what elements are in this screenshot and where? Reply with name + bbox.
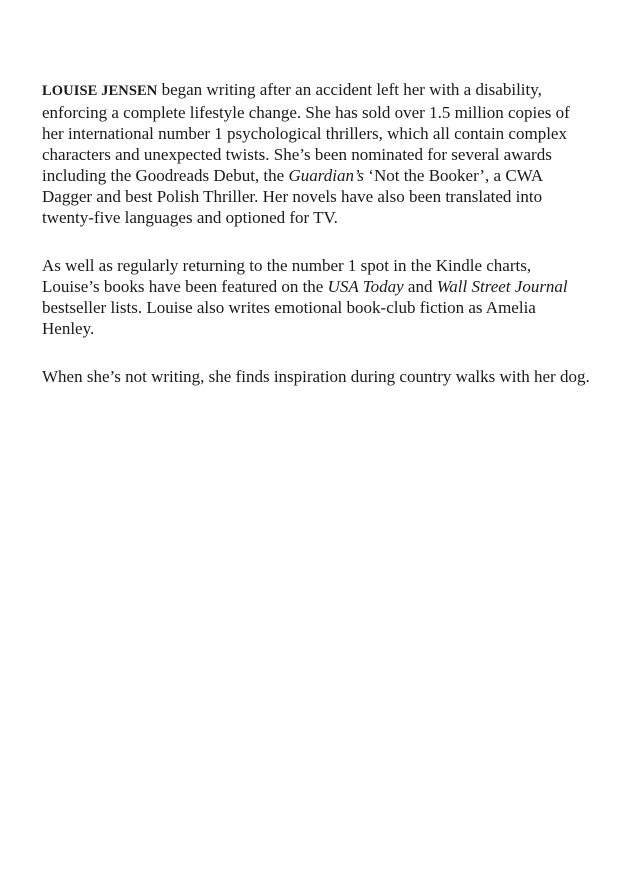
bio-paragraph-1 bbox=[42, 79, 592, 228]
author-name: LOUISE JENSEN bbox=[42, 83, 158, 99]
author-bio bbox=[42, 79, 592, 414]
bio-text: When she’s not writing, she finds inspiration during country walks with her dog. bbox=[42, 367, 590, 386]
bio-paragraph-3 bbox=[42, 366, 592, 387]
bio-paragraph-2 bbox=[42, 255, 592, 339]
bio-text: began writing after an accident left her with a disability, enforcing a complete lifestyle change. She has sold over 1.5 million copies of her international number 1 psychological thrillers, which all contain complex characters and unexpected twists. She’s been nominated for several awards including the Goodreads Debut, the bbox=[42, 80, 570, 185]
bio-text: As well as regularly returning to the number 1 spot in the Kindle charts, Louise’s books have been featured on the bbox=[42, 256, 532, 296]
bio-text: ‘Not the Booker’, a CWA Dagger and best Polish Thriller. Her novels have also been translated into twenty-five languages and optioned for TV. bbox=[42, 166, 543, 227]
bio-text: and bbox=[403, 277, 437, 296]
bio-text: bestseller lists. Louise also writes emotional book-club fiction as Amelia Henley. bbox=[42, 298, 536, 338]
publication-title: USA Today bbox=[327, 277, 404, 296]
publication-title: Wall Street Journal bbox=[436, 277, 568, 296]
publication-title: Guardian’s bbox=[288, 166, 365, 185]
